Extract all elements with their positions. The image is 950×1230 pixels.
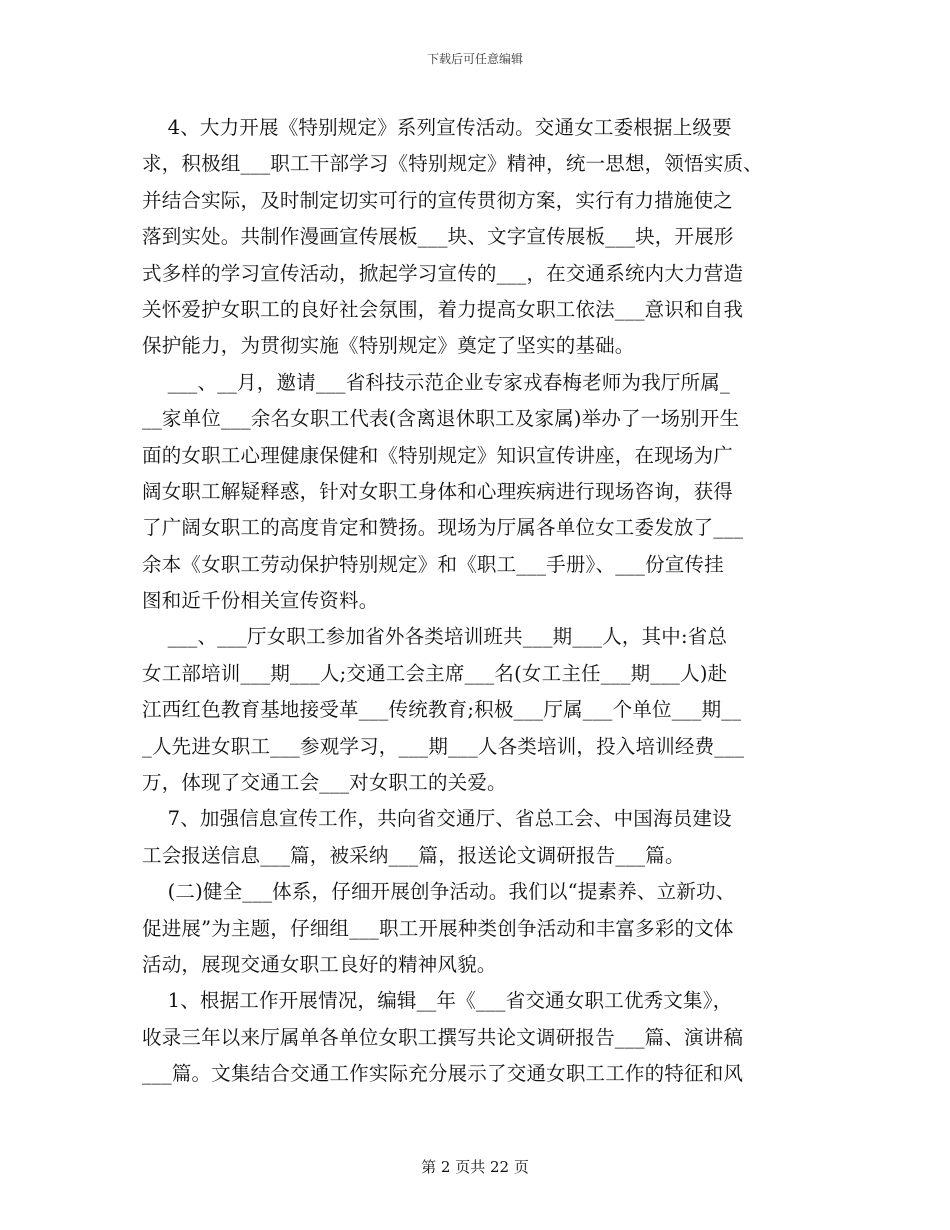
text-line: 并结合实际，及时制定切实可行的宣传贯彻方案，实行有力措施使之 xyxy=(142,188,734,212)
text-line: 4、大力开展《特别规定》系列宣传活动。交通女工委根据上级要 xyxy=(142,116,732,139)
page-header: 下载后可任意编辑 xyxy=(426,52,523,66)
text-line: (二)健全___体系，仔细开展创争活动。我们以“提素养、立新功、 xyxy=(142,880,736,904)
text-line: 图和近千份相关宣传资料。 xyxy=(142,589,379,613)
text-line: 7、加强信息宣传工作，共向省交通厅、省总工会、中国海员建设 xyxy=(142,807,732,831)
text-line: 万，体现了交通工会___对女职工的关爱。 xyxy=(142,771,507,795)
text-line: 活动，展现交通女职工良好的精神风貌。 xyxy=(142,952,497,976)
text-line: _人先进女职工___参观学习，___期___人各类培训，投入培训经费___ xyxy=(142,734,745,758)
text-line: 1、根据工作开展情况，编辑__年《___省交通女职工优秀文集》， xyxy=(142,989,733,1013)
text-line: 落到实处。共制作漫画宣传展板___块、文字宣传展板___块，开展形 xyxy=(142,225,734,249)
text-line: 保护能力，为贯彻实施《特别规定》奠定了坚实的基础。 xyxy=(142,334,635,358)
text-line: ___篇。文集结合交通工作实际充分展示了交通女职工工作的特征和风 xyxy=(142,1062,744,1086)
text-line: 工会报送信息___篇，被采纳___篇，报送论文调研报告___篇。 xyxy=(142,843,685,867)
text-line: 阔女职工解疑释惑，针对女职工身体和心理疾病进行现场咨询，获得 xyxy=(142,479,734,503)
text-line: __家单位___余名女职工代表(含离退休职工及家属)举办了一场别开生 xyxy=(142,407,740,431)
text-line: 江西红色教育基地接受革___传统教育;积极___厅属___个单位___期__ xyxy=(142,698,742,722)
text-line: 关怀爱护女职工的良好社会氛围，着力提高女职工依法___意识和自我 xyxy=(142,297,744,321)
document-body xyxy=(142,110,810,1093)
text-line: 了广阔女职工的高度肯定和赞扬。现场为厅属各单位女工委发放了___ xyxy=(142,516,744,540)
text-line: 收录三年以来厅属单各单位女职工撰写共论文调研报告___篇、演讲稿 xyxy=(142,1025,744,1049)
text-line: 式多样的学习宣传活动，掀起学习宣传的___，在交通系统内大力营造 xyxy=(142,261,744,285)
text-line: 余本《女职工劳动保护特别规定》和《职工___手册》、___份宣传挂 xyxy=(142,552,724,576)
text-line: 促进展”为主题，仔细组___职工开展种类创争活动和丰富多彩的文体 xyxy=(142,916,734,940)
text-line: ___、__月，邀请___省科技示范企业专家戎春梅老师为我厅所属_ xyxy=(142,370,730,394)
text-line: 女工部培训___期___人;交通工会主席___名(女工主任___期___人)赴 xyxy=(142,661,728,685)
page-footer: 第 2 页共 22 页 xyxy=(421,1158,529,1176)
text-line: 求，积极组___职工干部学习《特别规定》精神，统一思想，领悟实质、 xyxy=(142,152,763,176)
text-line: 面的女职工心理健康保健和《特别规定》知识宣传讲座，在现场为广 xyxy=(142,443,734,467)
text-line: ___、___厅女职工参加省外各类培训班共___期___人，其中:省总 xyxy=(142,625,728,649)
